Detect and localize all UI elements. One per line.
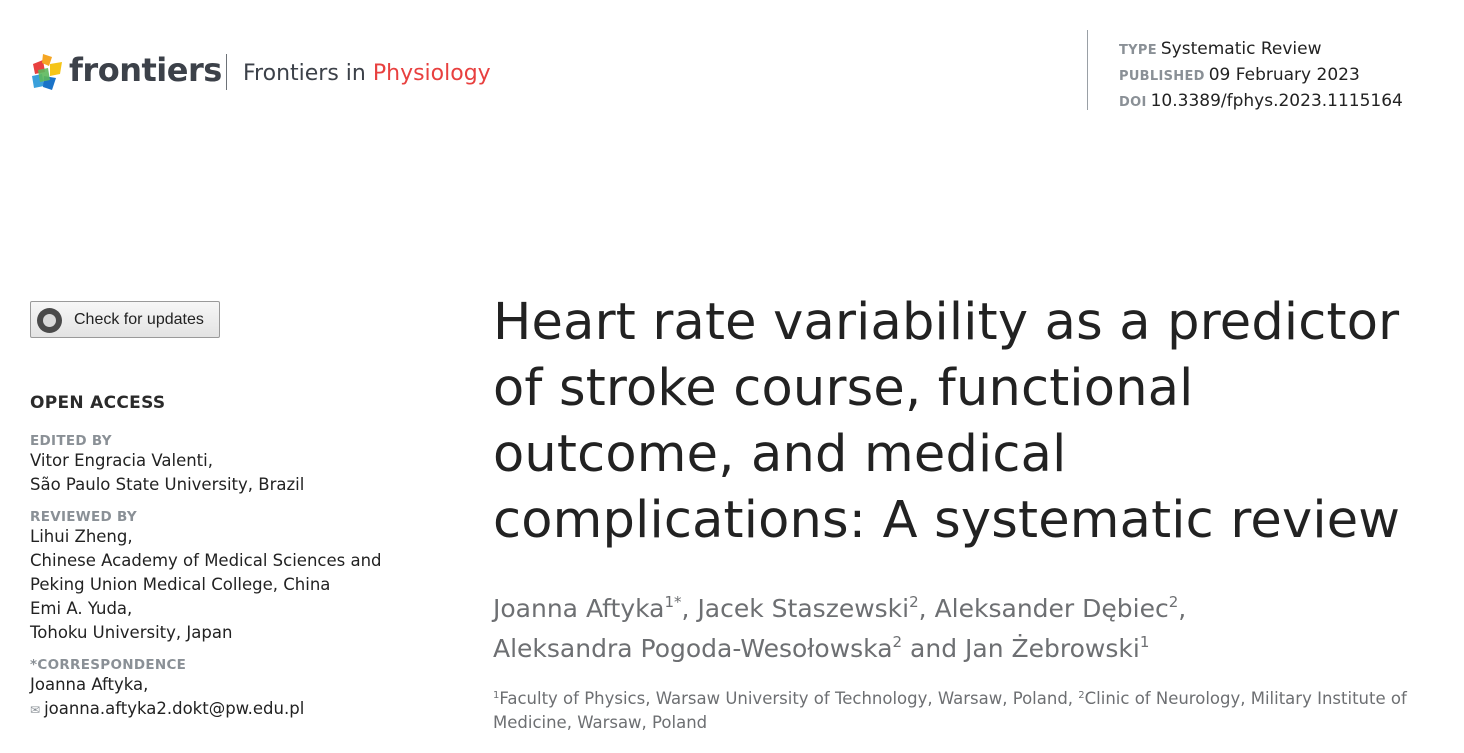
author-name[interactable]: Aleksander Dębiec — [934, 594, 1169, 623]
author-name[interactable]: Joanna Aftyka — [493, 594, 665, 623]
title-line: outcome, and medical — [493, 425, 1067, 484]
author-affiliation-mark: 2 — [892, 633, 903, 651]
author-affiliation-mark: 2 — [1168, 593, 1179, 611]
reviewer-line: Emi A. Yuda, — [30, 599, 133, 618]
edited-by-heading: EDITED BY — [30, 433, 112, 449]
meta-type-label: TYPE — [1119, 43, 1157, 58]
correspondence-name: Joanna Aftyka, — [30, 675, 149, 694]
editor-line: Vitor Engracia Valenti, — [30, 451, 213, 470]
check-updates-label: Check for updates — [74, 311, 204, 328]
author-separator: , — [918, 594, 935, 623]
reviewer-line: Chinese Academy of Medical Sciences and — [30, 551, 382, 570]
editor-line: São Paulo State University, Brazil — [30, 475, 305, 494]
meta-published — [1119, 63, 1403, 89]
brand-name[interactable]: frontiers — [69, 51, 222, 89]
author-separator: and — [902, 634, 966, 663]
author-name[interactable]: Aleksandra Pogoda-Wesołowska — [493, 634, 893, 663]
reviewer-line: Peking Union Medical College, China — [30, 575, 331, 594]
correspondence-email-row — [30, 697, 430, 722]
meta-published-value: 09 February 2023 — [1208, 65, 1360, 85]
author-affiliation-mark: 2 — [909, 593, 919, 611]
title-line: complications: A systematic review — [493, 491, 1401, 550]
author-separator: , — [681, 594, 698, 623]
meta-published-label: PUBLISHED — [1119, 69, 1205, 84]
affiliation-number: 2 — [1078, 690, 1085, 701]
title-line: Heart rate variability as a predictor — [493, 293, 1400, 352]
mail-icon: ✉ — [30, 703, 41, 717]
doi-link[interactable]: 10.3389/fphys.2023.1115164 — [1150, 91, 1403, 111]
title-line: of stroke course, functional — [493, 359, 1194, 418]
author-name[interactable]: Jan Żebrowski — [965, 634, 1140, 663]
check-updates-icon — [37, 308, 62, 333]
author-separator: , — [1178, 594, 1187, 623]
meta-type-value: Systematic Review — [1160, 39, 1322, 59]
check-for-updates-button[interactable] — [30, 301, 220, 338]
affiliation-text: Clinic of Neurology, Military Institute of Medicine, Warsaw, Poland — [493, 689, 1407, 732]
author-list — [493, 589, 1433, 669]
reviewer-line: Tohoku University, Japan — [30, 623, 233, 642]
affiliation-number: 1 — [493, 690, 500, 701]
journal-name[interactable] — [243, 61, 491, 86]
author-affiliation-mark: 1 — [1139, 633, 1150, 651]
reviewer-line: Lihui Zheng, — [30, 527, 133, 546]
correspondence-heading: *CORRESPONDENCE — [30, 657, 187, 673]
journal-accent-name: Physiology — [372, 61, 491, 86]
author-affiliation-mark: 1* — [664, 593, 682, 611]
meta-doi — [1119, 89, 1403, 115]
meta-divider — [1087, 30, 1088, 110]
open-access-label: OPEN ACCESS — [30, 393, 166, 413]
article-title — [493, 290, 1423, 554]
frontiers-logo-icon — [30, 52, 66, 92]
journal-prefix: Frontiers in — [243, 61, 366, 86]
brand-divider — [226, 54, 227, 90]
meta-type — [1119, 37, 1403, 63]
sidebar-info — [30, 393, 430, 722]
affiliation-text: Faculty of Physics, Warsaw University of Technology, Warsaw, Poland, — [499, 689, 1079, 708]
meta-doi-label: DOI — [1119, 95, 1147, 110]
correspondence-email-link[interactable]: joanna.aftyka2.dokt@pw.edu.pl — [44, 699, 305, 718]
author-name[interactable]: Jacek Staszewski — [697, 594, 910, 623]
reviewed-by-heading: REVIEWED BY — [30, 509, 137, 525]
affiliations — [493, 687, 1423, 735]
article-meta — [1119, 37, 1403, 115]
